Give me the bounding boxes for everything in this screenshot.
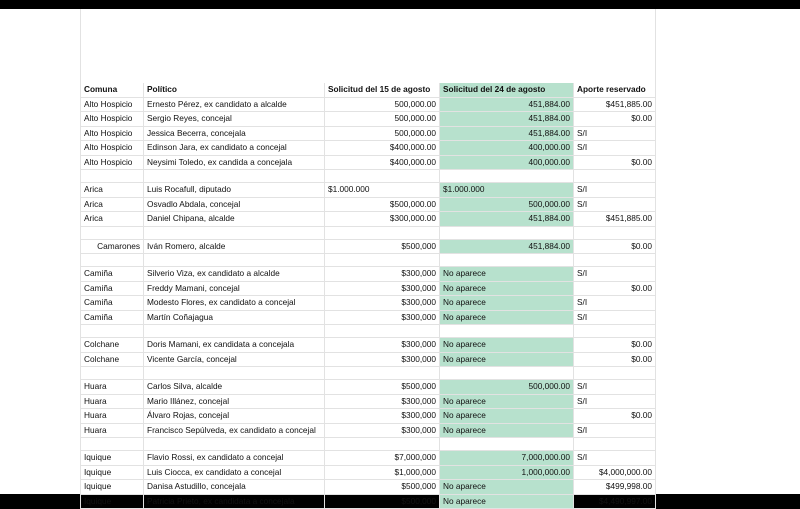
cell-comuna[interactable]: Camiña	[81, 310, 144, 325]
cell-solicitud-15[interactable]: $300,000	[325, 352, 440, 367]
cell-solicitud-24[interactable]: 451,884.00	[440, 212, 574, 227]
table-row	[81, 480, 656, 495]
cell-comuna[interactable]: Alto Hospicio	[81, 97, 144, 112]
table-row	[81, 155, 656, 170]
empty-cell[interactable]	[325, 170, 440, 183]
cell-solicitud-24[interactable]: No aparece	[440, 480, 574, 495]
cell-politico[interactable]: Daniel Chipana, alcalde	[144, 212, 325, 227]
cell-aporte[interactable]: S/I	[574, 423, 656, 438]
cell-solicitud-15[interactable]: 500,000.00	[325, 112, 440, 127]
table-row	[81, 126, 656, 141]
cell-comuna[interactable]: Alto Hospicio	[81, 112, 144, 127]
cell-comuna[interactable]: Camiña	[81, 296, 144, 311]
cell-solicitud-24[interactable]: 451,884.00	[440, 97, 574, 112]
cell-aporte[interactable]: $0.00	[574, 155, 656, 170]
cell-comuna[interactable]: Huara	[81, 409, 144, 424]
cell-aporte[interactable]: $499,998.00	[574, 480, 656, 495]
cell-solicitud-15[interactable]: $300,000	[325, 296, 440, 311]
cell-comuna[interactable]: Iquique	[81, 451, 144, 466]
cell-solicitud-15[interactable]: $300,000	[325, 267, 440, 282]
table-row	[81, 281, 656, 296]
cell-politico[interactable]: Flavio Rossi, ex candidato a concejal	[144, 451, 325, 466]
cell-solicitud-24[interactable]: 451,884.00	[440, 239, 574, 254]
cell-politico[interactable]: Neysimi Toledo, ex candida a concejala	[144, 155, 325, 170]
cell-solicitud-15[interactable]: 500,000.00	[325, 97, 440, 112]
table-row	[81, 97, 656, 112]
empty-cell[interactable]	[574, 367, 656, 380]
cell-comuna[interactable]: Alto Hospicio	[81, 155, 144, 170]
empty-cell[interactable]	[440, 367, 574, 380]
cell-solicitud-15[interactable]: $300,000	[325, 281, 440, 296]
empty-row	[81, 170, 656, 183]
cell-aporte[interactable]: S/I	[574, 183, 656, 198]
cell-solicitud-15[interactable]: $500,000	[325, 494, 440, 509]
cell-solicitud-15[interactable]: $1,000,000	[325, 465, 440, 480]
cell-solicitud-15[interactable]: $300,000.00	[325, 212, 440, 227]
empty-row	[81, 325, 656, 338]
cell-solicitud-15[interactable]: $300,000	[325, 409, 440, 424]
cell-comuna[interactable]: Huara	[81, 423, 144, 438]
header-solicitud-15[interactable]: Solicitud del 15 de agosto	[325, 83, 440, 97]
cell-solicitud-24[interactable]: 400,000.00	[440, 141, 574, 156]
table-row	[81, 112, 656, 127]
cell-solicitud-24[interactable]: No aparece	[440, 338, 574, 353]
cell-aporte[interactable]: $451,885.00	[574, 97, 656, 112]
cell-solicitud-24[interactable]: 400,000.00	[440, 155, 574, 170]
table-row	[81, 451, 656, 466]
cell-solicitud-24[interactable]: 451,884.00	[440, 126, 574, 141]
empty-cell[interactable]	[574, 438, 656, 451]
cell-politico[interactable]: Mario Illánez, concejal	[144, 394, 325, 409]
cell-aporte[interactable]: $4,490,997.00	[574, 494, 656, 509]
cell-aporte[interactable]: S/I	[574, 267, 656, 282]
cell-politico[interactable]: Patricia Prieto, ex candidata a concejala	[144, 494, 325, 509]
cell-aporte[interactable]: $0.00	[574, 338, 656, 353]
cell-aporte[interactable]: $0.00	[574, 281, 656, 296]
table-row	[81, 141, 656, 156]
cell-politico[interactable]: Jessica Becerra, concejala	[144, 126, 325, 141]
table-row	[81, 352, 656, 367]
empty-cell[interactable]	[144, 325, 325, 338]
table-row	[81, 239, 656, 254]
empty-cell[interactable]	[144, 438, 325, 451]
cell-comuna[interactable]: Colchane	[81, 352, 144, 367]
cell-solicitud-24[interactable]: No aparece	[440, 394, 574, 409]
cell-aporte[interactable]: $4,000,000.00	[574, 465, 656, 480]
empty-cell[interactable]	[81, 438, 144, 451]
data-table	[80, 83, 656, 509]
empty-cell[interactable]	[574, 170, 656, 183]
empty-cell[interactable]	[81, 226, 144, 239]
empty-row	[81, 367, 656, 380]
cell-aporte[interactable]: $0.00	[574, 239, 656, 254]
cell-comuna[interactable]: Arica	[81, 197, 144, 212]
cell-politico[interactable]: Vicente García, concejal	[144, 352, 325, 367]
table-row	[81, 183, 656, 198]
cell-aporte[interactable]: $0.00	[574, 409, 656, 424]
table-row	[81, 380, 656, 395]
cell-solicitud-15[interactable]: $500,000.00	[325, 197, 440, 212]
cell-politico[interactable]: Edinson Jara, ex candidato a concejal	[144, 141, 325, 156]
empty-cell[interactable]	[325, 226, 440, 239]
cell-solicitud-24[interactable]: No aparece	[440, 267, 574, 282]
cell-comuna[interactable]: Iquique	[81, 480, 144, 495]
cell-solicitud-24[interactable]: 7,000,000.00	[440, 451, 574, 466]
cell-aporte[interactable]: S/I	[574, 141, 656, 156]
cell-aporte[interactable]: S/I	[574, 451, 656, 466]
cell-politico[interactable]: Doris Mamani, ex candidata a concejala	[144, 338, 325, 353]
cell-comuna[interactable]: Iquique	[81, 494, 144, 509]
cell-politico[interactable]: Freddy Mamani, concejal	[144, 281, 325, 296]
empty-row	[81, 254, 656, 267]
cell-aporte[interactable]: $451,885.00	[574, 212, 656, 227]
cell-politico[interactable]: Francisco Sepúlveda, ex candidato a concejal	[144, 423, 325, 438]
empty-cell[interactable]	[574, 226, 656, 239]
cell-solicitud-24[interactable]: No aparece	[440, 310, 574, 325]
cell-solicitud-15[interactable]: $300,000	[325, 423, 440, 438]
cell-politico[interactable]: Osvadlo Abdala, concejal	[144, 197, 325, 212]
empty-cell[interactable]	[81, 254, 144, 267]
empty-row	[81, 226, 656, 239]
cell-comuna[interactable]: Huara	[81, 394, 144, 409]
cell-solicitud-24[interactable]: 1,000,000.00	[440, 465, 574, 480]
cell-politico[interactable]: Carlos Silva, alcalde	[144, 380, 325, 395]
empty-cell[interactable]	[81, 325, 144, 338]
cell-solicitud-15[interactable]: $500,000	[325, 480, 440, 495]
table-row	[81, 409, 656, 424]
cell-comuna[interactable]: Iquique	[81, 465, 144, 480]
cell-solicitud-15[interactable]: $300,000	[325, 394, 440, 409]
cell-politico[interactable]: Luis Ciocca, ex candidato a concejal	[144, 465, 325, 480]
empty-cell[interactable]	[325, 367, 440, 380]
cell-aporte[interactable]: S/I	[574, 197, 656, 212]
cell-solicitud-15[interactable]: $400,000.00	[325, 141, 440, 156]
cell-politico[interactable]: Iván Romero, alcalde	[144, 239, 325, 254]
cell-aporte[interactable]: S/I	[574, 310, 656, 325]
cell-solicitud-15[interactable]: $300,000	[325, 310, 440, 325]
cell-solicitud-24[interactable]: No aparece	[440, 494, 574, 509]
cell-aporte[interactable]: $0.00	[574, 352, 656, 367]
cell-solicitud-15[interactable]: $500,000	[325, 380, 440, 395]
cell-solicitud-24[interactable]: 500,000.00	[440, 197, 574, 212]
empty-cell[interactable]	[325, 325, 440, 338]
cell-solicitud-24[interactable]: $1.000.000	[440, 183, 574, 198]
cell-politico[interactable]: Luis Rocafull, diputado	[144, 183, 325, 198]
empty-cell[interactable]	[144, 170, 325, 183]
table-row	[81, 465, 656, 480]
empty-cell[interactable]	[440, 325, 574, 338]
cell-solicitud-24[interactable]: 451,884.00	[440, 112, 574, 127]
cell-comuna[interactable]: Colchane	[81, 338, 144, 353]
empty-cell[interactable]	[440, 226, 574, 239]
table-row	[81, 310, 656, 325]
cell-solicitud-24[interactable]: No aparece	[440, 352, 574, 367]
empty-cell[interactable]	[325, 438, 440, 451]
cell-comuna[interactable]: Alto Hospicio	[81, 141, 144, 156]
cell-solicitud-24[interactable]: 500,000.00	[440, 380, 574, 395]
table-row	[81, 338, 656, 353]
cell-solicitud-15[interactable]: $400,000.00	[325, 155, 440, 170]
cell-politico[interactable]: Álvaro Rojas, concejal	[144, 409, 325, 424]
table-row	[81, 494, 656, 509]
cell-aporte[interactable]: S/I	[574, 126, 656, 141]
empty-cell[interactable]	[440, 254, 574, 267]
cell-politico[interactable]: Modesto Flores, ex candidato a concejal	[144, 296, 325, 311]
empty-cell[interactable]	[81, 367, 144, 380]
cell-aporte[interactable]: S/I	[574, 380, 656, 395]
table-row	[81, 296, 656, 311]
header-comuna[interactable]: Comuna	[81, 83, 144, 97]
cell-politico[interactable]: Danisa Astudillo, concejala	[144, 480, 325, 495]
empty-cell[interactable]	[574, 325, 656, 338]
header-aporte[interactable]: Aporte reservado	[574, 83, 656, 97]
table-row	[81, 423, 656, 438]
cell-solicitud-24[interactable]: No aparece	[440, 281, 574, 296]
cell-politico[interactable]: Martín Coñajagua	[144, 310, 325, 325]
cell-comuna[interactable]: Camarones	[81, 239, 144, 254]
cell-politico[interactable]: Sergio Reyes, concejal	[144, 112, 325, 127]
empty-cell[interactable]	[440, 438, 574, 451]
cell-aporte[interactable]: $0.00	[574, 112, 656, 127]
cell-solicitud-15[interactable]: 500,000.00	[325, 126, 440, 141]
cell-comuna[interactable]: Arica	[81, 212, 144, 227]
empty-cell[interactable]	[144, 367, 325, 380]
empty-row	[81, 438, 656, 451]
cell-solicitud-15[interactable]: $7,000,000	[325, 451, 440, 466]
cell-comuna[interactable]: Arica	[81, 183, 144, 198]
cell-solicitud-15[interactable]: $500,000	[325, 239, 440, 254]
cell-aporte[interactable]: S/I	[574, 296, 656, 311]
empty-cell[interactable]	[440, 170, 574, 183]
spreadsheet-sheet	[0, 9, 800, 506]
empty-cell[interactable]	[574, 254, 656, 267]
header-row	[81, 83, 656, 97]
table-row	[81, 212, 656, 227]
cell-comuna[interactable]: Huara	[81, 380, 144, 395]
table-row	[81, 267, 656, 282]
empty-cell[interactable]	[81, 170, 144, 183]
cell-comuna[interactable]: Camiña	[81, 281, 144, 296]
table-row	[81, 197, 656, 212]
empty-cell[interactable]	[325, 254, 440, 267]
cell-solicitud-15[interactable]: $1.000.000	[325, 183, 440, 198]
cell-aporte[interactable]: S/I	[574, 394, 656, 409]
empty-cell[interactable]	[144, 254, 325, 267]
empty-cell[interactable]	[144, 226, 325, 239]
cell-comuna[interactable]: Alto Hospicio	[81, 126, 144, 141]
cell-politico[interactable]: Silverio Viza, ex candidato a alcalde	[144, 267, 325, 282]
cell-solicitud-24[interactable]: No aparece	[440, 296, 574, 311]
table-row	[81, 394, 656, 409]
cell-solicitud-24[interactable]: No aparece	[440, 423, 574, 438]
cell-solicitud-15[interactable]: $300,000	[325, 338, 440, 353]
header-politico[interactable]: Político	[144, 83, 325, 97]
header-solicitud-24[interactable]: Solicitud del 24 de agosto	[440, 83, 574, 97]
cell-comuna[interactable]: Camiña	[81, 267, 144, 282]
cell-solicitud-24[interactable]: No aparece	[440, 409, 574, 424]
cell-politico[interactable]: Ernesto Pérez, ex candidato a alcalde	[144, 97, 325, 112]
